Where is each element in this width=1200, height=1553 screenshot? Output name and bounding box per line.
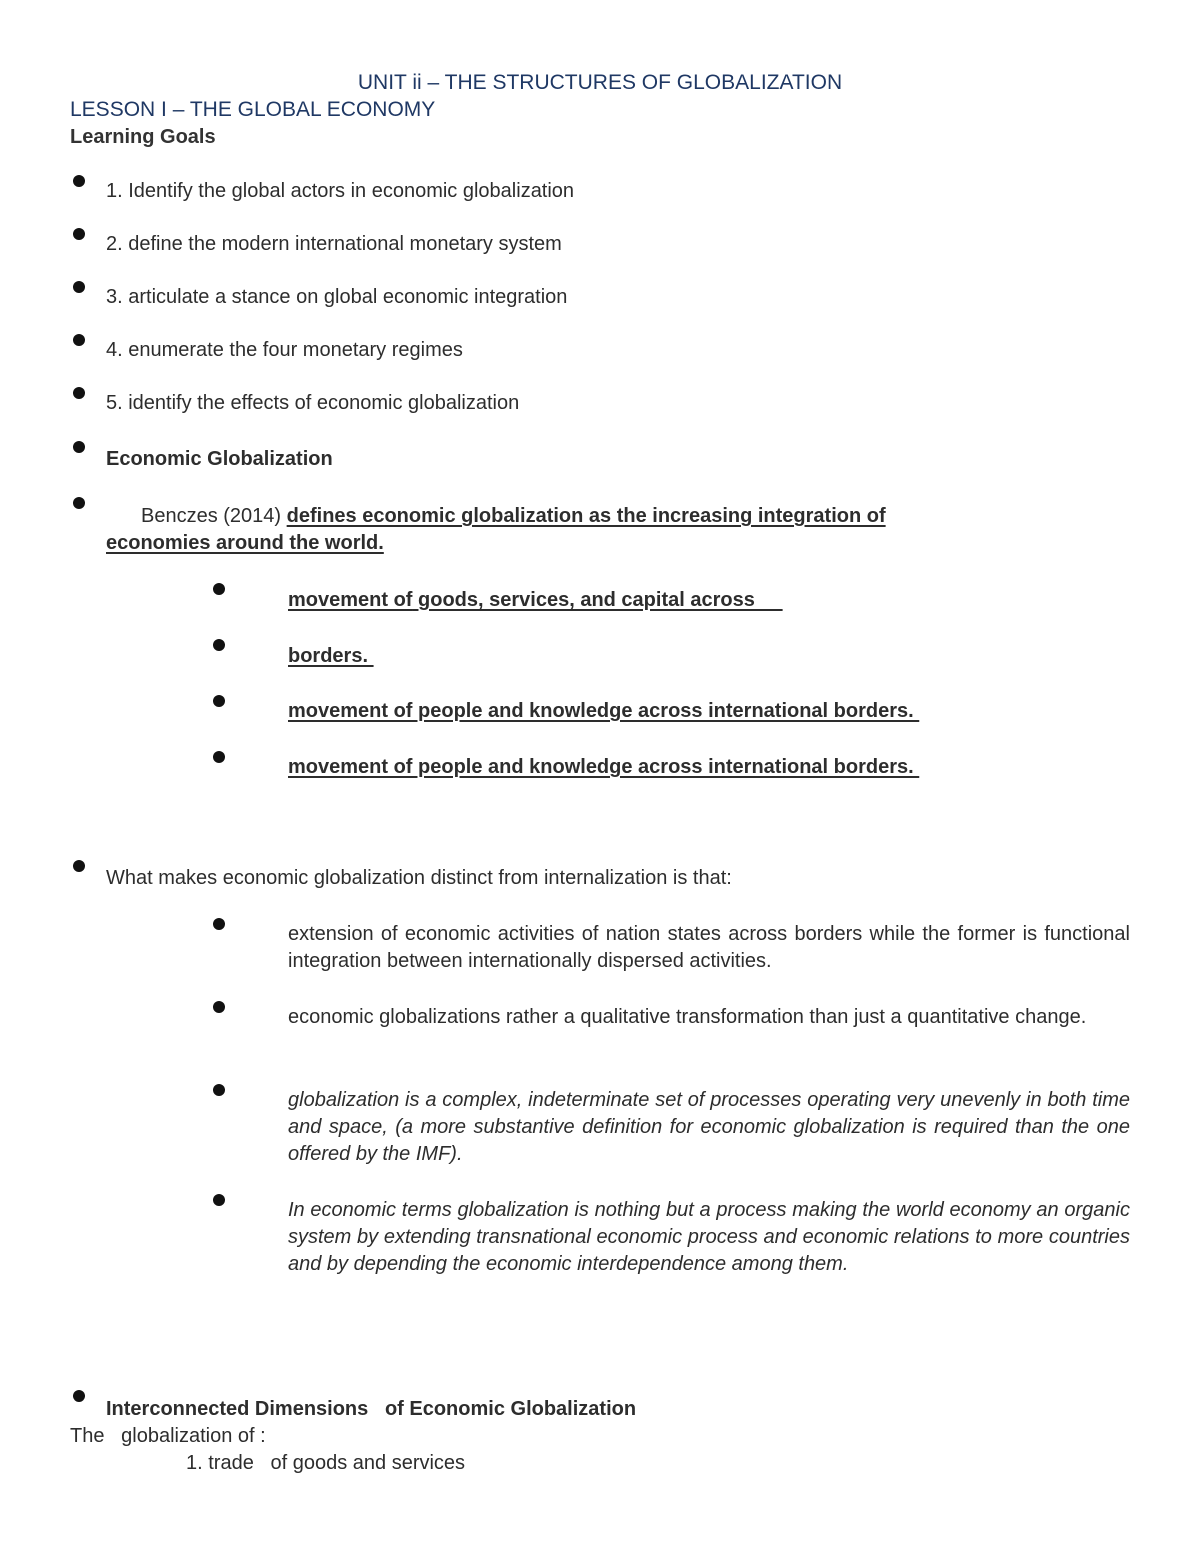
- globalization-of-label: The globalization of :: [70, 1425, 266, 1447]
- unit-title: UNIT ii – THE STRUCTURES OF GLOBALIZATION: [357, 71, 843, 94]
- bullet-icon: [213, 1084, 225, 1096]
- bullet-icon: [73, 497, 85, 509]
- learning-goal-item: 2. define the modern international monetary system: [106, 233, 562, 255]
- dimensions-heading: Interconnected Dimensions of Economic Globalization: [106, 1398, 637, 1420]
- movement-item: movement of people and knowledge across international borders.: [288, 700, 920, 722]
- bullet-icon: [73, 1390, 85, 1402]
- bullet-icon: [213, 918, 225, 930]
- distinct-item: In economic terms globalization is nothing but a process making the world economy an organic system by extending transnational economic process and economic relations to more countries and by depending the economic interdependence among them.: [288, 1199, 1130, 1275]
- benczes-definition-text: defines economic globalization as the increasing integration of: [286, 505, 886, 527]
- learning-goal-item: 1. Identify the global actors in economic globalization: [106, 180, 575, 202]
- benczes-definition-line2: economies around the world.: [106, 532, 384, 554]
- distinct-item: extension of economic activities of nation states across borders while the former is functional integration between internationally dispersed activities.: [288, 923, 1130, 972]
- bullet-icon: [73, 228, 85, 240]
- bullet-icon: [73, 175, 85, 187]
- bullet-icon: [213, 751, 225, 763]
- bullet-icon: [213, 1194, 225, 1206]
- bullet-icon: [73, 860, 85, 872]
- bullet-icon: [213, 583, 225, 595]
- learning-goals-heading: Learning Goals: [70, 126, 216, 148]
- trade-item: 1. trade of goods and services: [186, 1452, 466, 1474]
- movement-item: movement of goods, services, and capital across: [288, 589, 783, 611]
- bullet-icon: [213, 639, 225, 651]
- economic-globalization-heading: Economic Globalization: [106, 448, 333, 470]
- learning-goal-item: 4. enumerate the four monetary regimes: [106, 339, 463, 361]
- movement-item: movement of people and knowledge across international borders.: [288, 756, 920, 778]
- benczes-citation: Benczes (2014): [141, 505, 287, 527]
- distinct-item: globalization is a complex, indeterminate set of processes operating very unevenly in both time and space, (a more substantive definition for economic globalization is required than the one offered by the IMF).: [288, 1089, 1130, 1165]
- bullet-icon: [73, 441, 85, 453]
- bullet-icon: [73, 387, 85, 399]
- bullet-icon: [73, 281, 85, 293]
- movement-item: borders.: [288, 645, 374, 667]
- bullet-icon: [73, 334, 85, 346]
- distinct-item: economic globalizations rather a qualitative transformation than just a quantitative change.: [288, 1006, 1087, 1028]
- bullet-icon: [213, 1001, 225, 1013]
- benczes-definition-line1: [141, 503, 886, 530]
- learning-goal-item: 3. articulate a stance on global economic integration: [106, 286, 568, 308]
- lesson-title: LESSON I – THE GLOBAL ECONOMY: [70, 98, 436, 121]
- distinct-intro: What makes economic globalization distinct from internalization is that:: [106, 867, 732, 889]
- bullet-icon: [213, 695, 225, 707]
- learning-goal-item: 5. identify the effects of economic globalization: [106, 392, 520, 414]
